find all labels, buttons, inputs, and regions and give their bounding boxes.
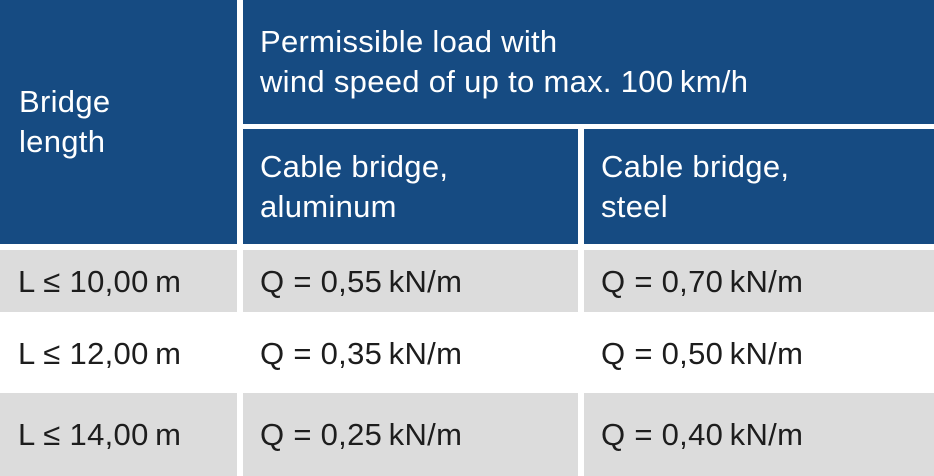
permissible-load-header-cell: [243, 0, 934, 124]
row-3-steel-load-cell: Q = 0,40 kN/m: [584, 393, 934, 476]
row-1-aluminum-load-cell: Q = 0,55 kN/m: [243, 250, 578, 312]
permissible-load-header-line2: wind speed of up to max. 100 km/h: [260, 64, 749, 99]
row-3-aluminum-load-cell: Q = 0,25 kN/m: [243, 393, 578, 476]
row-2-bridge-length-cell: L ≤ 12,00 m: [0, 319, 237, 387]
row-1-steel-load-cell: Q = 0,70 kN/m: [584, 250, 934, 312]
subheader-steel-line2: steel: [601, 188, 668, 224]
bridge-length-header-line1: Bridge: [19, 84, 111, 119]
row-2-aluminum-load-cell: Q = 0,35 kN/m: [243, 319, 578, 387]
row-2-steel-load-cell: Q = 0,50 kN/m: [584, 319, 934, 387]
subheader-cable-bridge-aluminum: [243, 129, 578, 244]
bridge-length-header-cell: [0, 0, 237, 244]
subheader-aluminum-line2: aluminum: [260, 188, 397, 224]
row-3-bridge-length-cell: L ≤ 14,00 m: [0, 393, 237, 476]
subheader-cable-bridge-steel: [584, 129, 934, 244]
permissible-load-header-line1: Permissible load with: [260, 24, 558, 59]
subheader-steel-line1: Cable bridge,: [601, 148, 790, 184]
row-1-bridge-length-cell: L ≤ 10,00 m: [0, 250, 237, 312]
subheader-aluminum-line1: Cable bridge,: [260, 148, 449, 184]
bridge-length-header-line2: length: [19, 124, 106, 159]
